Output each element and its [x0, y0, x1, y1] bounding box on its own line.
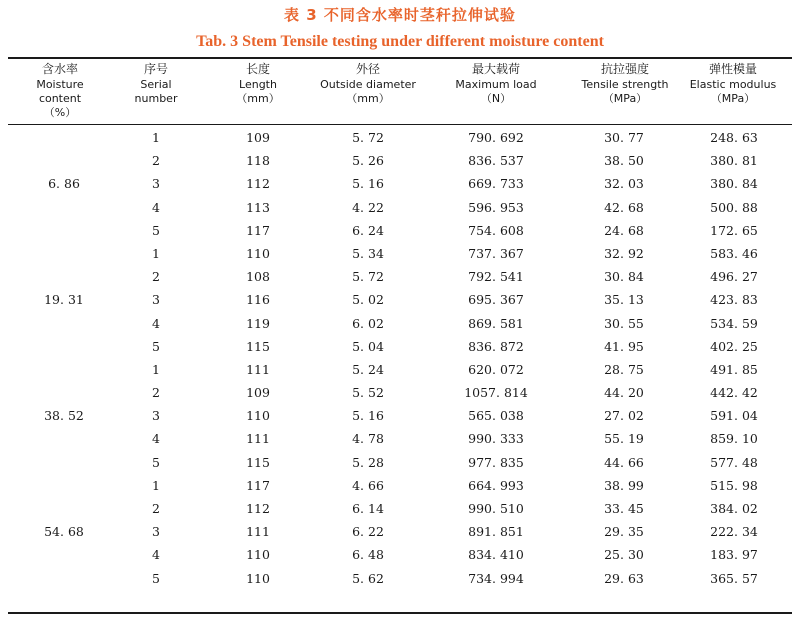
- cell-elastic: 183. 97: [710, 547, 758, 563]
- cell-max-load: 669. 733: [468, 176, 524, 192]
- cell-elastic: 577. 48: [710, 454, 758, 470]
- cell-max-load: 596. 953: [468, 199, 524, 215]
- cell-moisture: 38. 52: [44, 408, 84, 424]
- cell-diameter: 5. 34: [352, 245, 384, 261]
- cell-moisture: 54. 68: [44, 524, 84, 540]
- cell-diameter: 6. 22: [352, 524, 384, 540]
- cell-length: 110: [246, 570, 270, 586]
- cell-serial: 2: [152, 153, 160, 169]
- cell-length: 119: [246, 315, 270, 331]
- cell-max-load: 664. 993: [468, 477, 524, 493]
- table-header-rule: [8, 124, 792, 125]
- cell-length: 110: [246, 547, 270, 563]
- table-body: [8, 126, 792, 590]
- table-row: [8, 543, 792, 566]
- cell-max-load: 990. 333: [468, 431, 524, 447]
- cell-tensile: 27. 02: [604, 408, 644, 424]
- cell-serial: 5: [152, 222, 160, 238]
- cell-length: 110: [246, 245, 270, 261]
- cell-max-load: 836. 872: [468, 338, 524, 354]
- header-tensile-cn: 抗拉强度: [600, 62, 649, 76]
- table-row: [8, 381, 792, 404]
- cell-elastic: 172. 65: [710, 222, 758, 238]
- table-row: [8, 149, 792, 172]
- cell-diameter: 5. 28: [352, 454, 384, 470]
- header-moisture-en-1: Moisture: [36, 78, 84, 91]
- cell-serial: 4: [152, 199, 160, 215]
- cell-max-load: 734. 994: [468, 570, 524, 586]
- cell-tensile: 30. 77: [604, 130, 644, 145]
- cell-tensile: 38. 50: [604, 153, 644, 169]
- table-row: [8, 567, 792, 590]
- cell-serial: 5: [152, 338, 160, 354]
- header-moisture: [8, 62, 112, 120]
- cell-tensile: 32. 03: [604, 176, 644, 192]
- cell-diameter: 6. 02: [352, 315, 384, 331]
- cell-length: 108: [246, 269, 270, 285]
- table-row: [8, 126, 792, 149]
- cell-tensile: 29. 63: [604, 570, 644, 586]
- table-row: [8, 520, 792, 543]
- table-row: [8, 358, 792, 381]
- cell-tensile: 28. 75: [604, 361, 644, 377]
- cell-elastic: 442. 42: [710, 385, 758, 401]
- cell-elastic: 423. 83: [710, 292, 758, 308]
- header-elastic-cn: 弹性模量: [708, 62, 757, 76]
- header-max-load-en-1: Maximum load: [455, 78, 537, 91]
- cell-elastic: 491. 85: [710, 361, 758, 377]
- cell-diameter: 5. 24: [352, 361, 384, 377]
- header-length: [204, 62, 312, 106]
- cell-tensile: 38. 99: [604, 477, 644, 493]
- table-row: [8, 312, 792, 335]
- cell-tensile: 44. 66: [604, 454, 644, 470]
- cell-serial: 3: [152, 176, 160, 192]
- header-length-en-2: （mm）: [236, 92, 280, 105]
- cell-elastic: 248. 63: [710, 130, 758, 145]
- cell-serial: 5: [152, 570, 160, 586]
- cell-length: 117: [246, 477, 270, 493]
- cell-diameter: 4. 78: [352, 431, 384, 447]
- table-row: [8, 172, 792, 195]
- cell-diameter: 5. 52: [352, 385, 384, 401]
- header-diameter: [300, 62, 436, 106]
- cell-tensile: 42. 68: [604, 199, 644, 215]
- cell-diameter: 5. 72: [352, 269, 384, 285]
- cell-elastic: 402. 25: [710, 338, 758, 354]
- cell-elastic: 222. 34: [710, 524, 758, 540]
- cell-length: 115: [246, 338, 270, 354]
- header-diameter-en-1: Outside diameter: [320, 78, 416, 91]
- header-length-en-1: Length: [239, 78, 277, 91]
- table-row: [8, 427, 792, 450]
- cell-length: 113: [246, 199, 270, 215]
- cell-serial: 5: [152, 454, 160, 470]
- cell-length: 112: [246, 501, 270, 516]
- table-row: [8, 196, 792, 219]
- cell-length: 117: [246, 222, 270, 238]
- cell-diameter: 5. 72: [352, 130, 384, 145]
- cell-elastic: 534. 59: [710, 315, 758, 331]
- cell-serial: 2: [152, 269, 160, 285]
- cell-diameter: 4. 22: [352, 199, 384, 215]
- header-serial: [112, 62, 200, 106]
- header-max-load: [426, 62, 566, 106]
- table-top-rule: [8, 57, 792, 59]
- header-tensile-en-1: Tensile strength: [581, 78, 669, 91]
- cell-max-load: 1057. 814: [464, 385, 528, 401]
- table-row: [8, 335, 792, 358]
- cell-max-load: 620. 072: [468, 361, 524, 377]
- cell-tensile: 30. 55: [604, 315, 644, 331]
- header-elastic: [672, 62, 794, 106]
- table-bottom-rule: [8, 612, 792, 614]
- cell-tensile: 24. 68: [604, 222, 644, 238]
- header-max-load-en-2: （N）: [480, 92, 512, 105]
- cell-elastic: 384. 02: [710, 501, 758, 516]
- cell-diameter: 5. 62: [352, 570, 384, 586]
- table-row: [8, 242, 792, 265]
- cell-tensile: 35. 13: [604, 292, 644, 308]
- cell-elastic: 591. 04: [710, 408, 758, 424]
- header-max-load-cn: 最大载荷: [471, 62, 520, 76]
- cell-tensile: 32. 92: [604, 245, 644, 261]
- cell-diameter: 5. 02: [352, 292, 384, 308]
- cell-length: 111: [246, 524, 270, 540]
- cell-tensile: 41. 95: [604, 338, 644, 354]
- table-row: [8, 497, 792, 520]
- cell-max-load: 834. 410: [468, 547, 524, 563]
- cell-serial: 3: [152, 292, 160, 308]
- cell-diameter: 6. 24: [352, 222, 384, 238]
- cell-length: 109: [246, 130, 270, 145]
- cell-serial: 1: [152, 245, 160, 261]
- cell-max-load: 869. 581: [468, 315, 524, 331]
- cell-max-load: 990. 510: [468, 501, 524, 516]
- cell-length: 115: [246, 454, 270, 470]
- cell-serial: 4: [152, 315, 160, 331]
- cell-tensile: 55. 19: [604, 431, 644, 447]
- cell-serial: 1: [152, 130, 160, 145]
- cell-max-load: 792. 541: [468, 269, 524, 285]
- cell-max-load: 836. 537: [468, 153, 524, 169]
- cell-max-load: 695. 367: [468, 292, 524, 308]
- header-diameter-en-2: （mm）: [346, 92, 390, 105]
- cell-serial: 1: [152, 361, 160, 377]
- cell-diameter: 6. 48: [352, 547, 384, 563]
- cell-diameter: 5. 16: [352, 408, 384, 424]
- cell-max-load: 737. 367: [468, 245, 524, 261]
- cell-serial: 2: [152, 501, 160, 516]
- table-row: [8, 451, 792, 474]
- cell-length: 112: [246, 176, 270, 192]
- cell-serial: 4: [152, 431, 160, 447]
- cell-elastic: 583. 46: [710, 245, 758, 261]
- table-caption-en: Tab. 3 Stem Tensile testing under different moisture content: [196, 33, 604, 50]
- cell-tensile: 33. 45: [604, 501, 644, 516]
- cell-length: 109: [246, 385, 270, 401]
- cell-max-load: 891. 851: [468, 524, 524, 540]
- cell-length: 118: [246, 153, 270, 169]
- cell-diameter: 5. 26: [352, 153, 384, 169]
- header-serial-cn: 序号: [143, 62, 168, 76]
- cell-length: 111: [246, 431, 270, 447]
- cell-elastic: 500. 88: [710, 199, 758, 215]
- cell-elastic: 496. 27: [710, 269, 758, 285]
- table-row: [8, 288, 792, 311]
- header-diameter-cn: 外径: [355, 62, 380, 76]
- cell-tensile: 30. 84: [604, 269, 644, 285]
- header-length-cn: 长度: [245, 62, 270, 76]
- cell-length: 111: [246, 361, 270, 377]
- cell-serial: 4: [152, 547, 160, 563]
- table-row: [8, 404, 792, 427]
- header-elastic-en-1: Elastic modulus: [689, 78, 777, 91]
- table-row: [8, 474, 792, 497]
- cell-serial: 2: [152, 385, 160, 401]
- table-row: [8, 219, 792, 242]
- cell-serial: 3: [152, 524, 160, 540]
- cell-moisture: 6. 86: [48, 176, 80, 192]
- cell-length: 110: [246, 408, 270, 424]
- cell-elastic: 380. 84: [710, 176, 758, 192]
- cell-tensile: 44. 20: [604, 385, 644, 401]
- header-moisture-en-2: content: [38, 92, 82, 105]
- cell-elastic: 380. 81: [710, 153, 758, 169]
- cell-diameter: 5. 16: [352, 176, 384, 192]
- table-row: [8, 265, 792, 288]
- cell-elastic: 515. 98: [710, 477, 758, 493]
- cell-elastic: 859. 10: [710, 431, 758, 447]
- cell-diameter: 6. 14: [352, 501, 384, 516]
- header-moisture-en-3: （%）: [43, 106, 77, 119]
- header-elastic-en-2: （MPa）: [710, 92, 756, 105]
- cell-elastic: 365. 57: [710, 570, 758, 586]
- cell-max-load: 790. 692: [468, 130, 524, 145]
- cell-max-load: 565. 038: [468, 408, 524, 424]
- header-serial-en-1: Serial: [140, 78, 172, 91]
- header-tensile-en-2: （MPa）: [602, 92, 648, 105]
- cell-serial: 1: [152, 477, 160, 493]
- cell-tensile: 29. 35: [604, 524, 644, 540]
- cell-max-load: 754. 608: [468, 222, 524, 238]
- cell-moisture: 19. 31: [44, 292, 84, 308]
- cell-max-load: 977. 835: [468, 454, 524, 470]
- cell-diameter: 4. 66: [352, 477, 384, 493]
- cell-length: 116: [246, 292, 270, 308]
- header-serial-en-2: number: [134, 92, 178, 105]
- header-moisture-cn: 含水率: [41, 62, 78, 76]
- table-caption-cn: 表 3 不同含水率时茎秆拉伸试验: [284, 6, 516, 24]
- cell-tensile: 25. 30: [604, 547, 644, 563]
- cell-serial: 3: [152, 408, 160, 424]
- cell-diameter: 5. 04: [352, 338, 384, 354]
